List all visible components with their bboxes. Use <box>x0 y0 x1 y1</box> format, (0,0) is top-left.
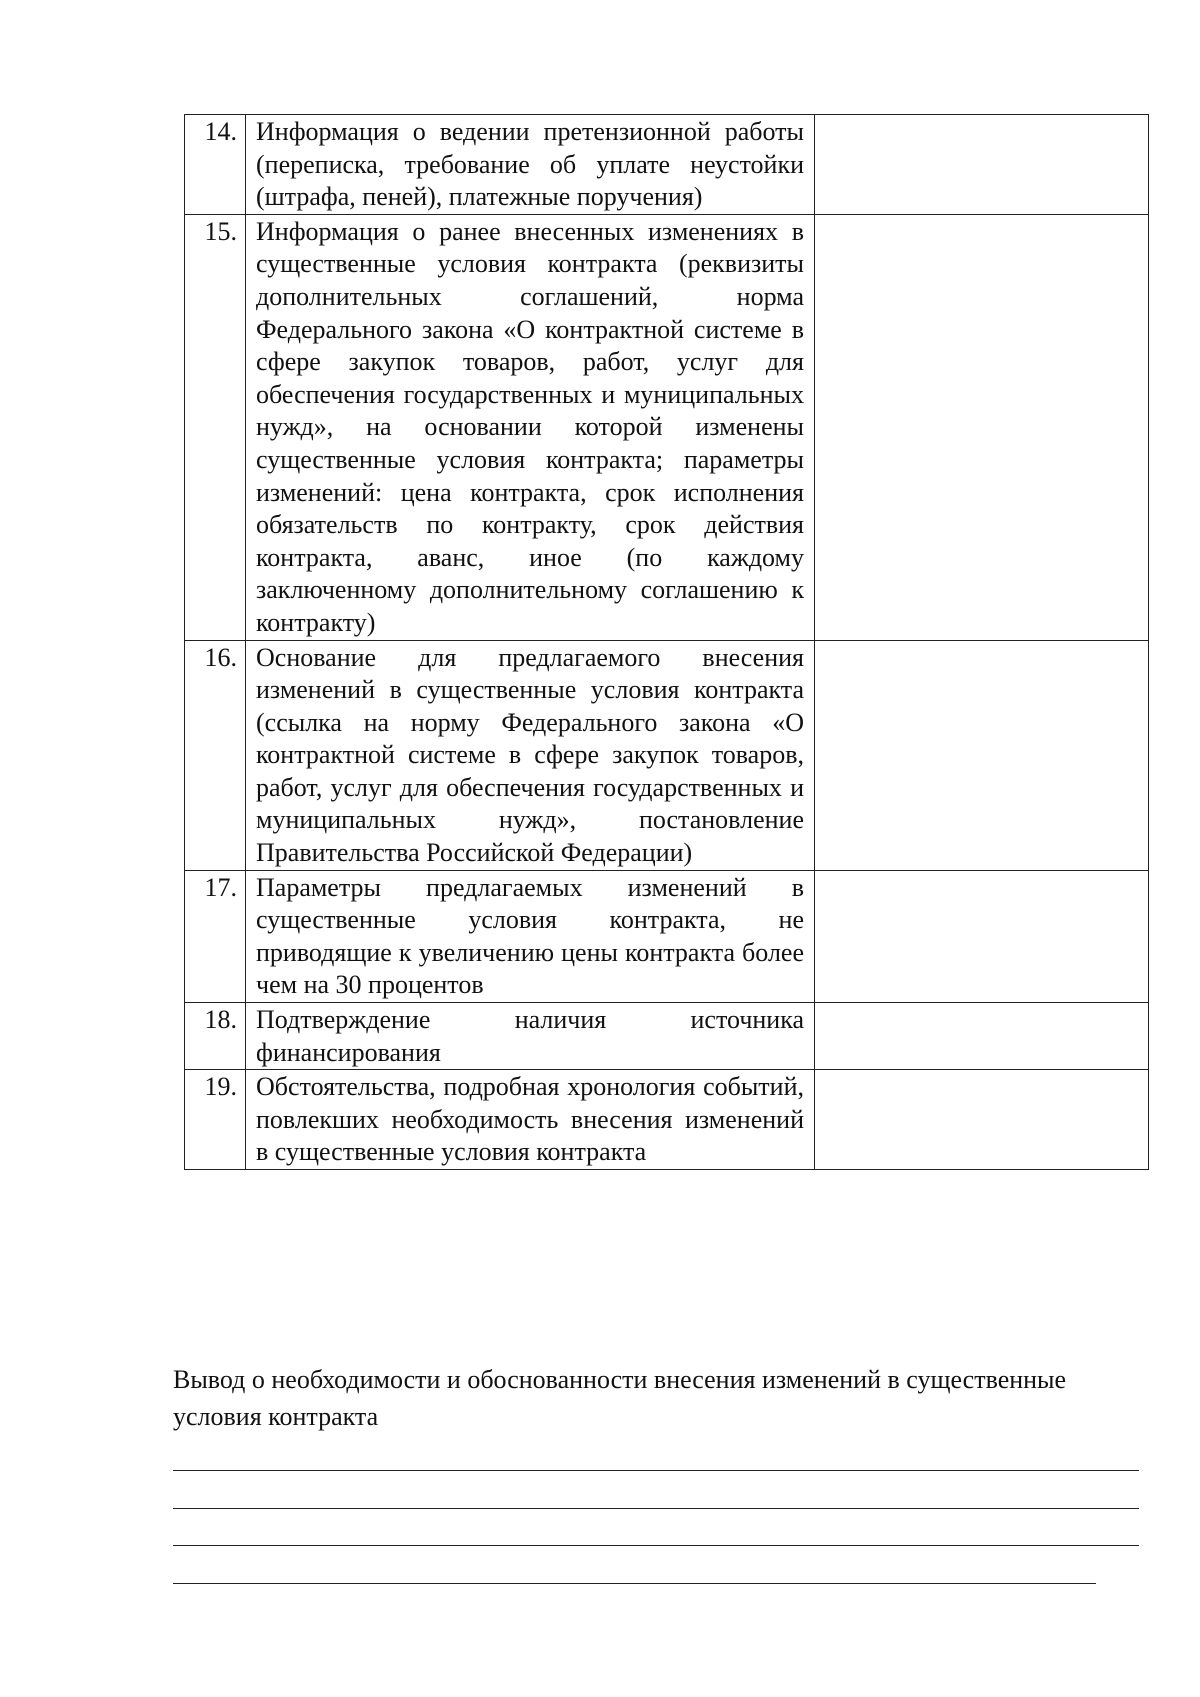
row-value-cell[interactable] <box>815 214 1149 640</box>
table-row <box>185 1070 1149 1170</box>
criteria-table <box>184 114 1149 1170</box>
answer-line[interactable] <box>173 1545 1139 1546</box>
row-value-cell[interactable] <box>815 1070 1149 1170</box>
table-row <box>185 870 1149 1002</box>
row-description: Основание для предлагаемого внесения изменений в существенные условия контракта (ссылка на норму Федерального закона «О контрактной системе в сфере закупок товаров, работ, услуг для обеспечения государственных и муниципальных нужд», постановление Правительства Российской Федерации) <box>246 640 815 870</box>
answer-line[interactable] <box>173 1583 1096 1584</box>
row-value-cell[interactable] <box>815 640 1149 870</box>
row-description: Информация о ранее внесенных изменениях в существенные условия контракта (реквизиты дополнительных соглашений, норма Федерального закона «О контрактной системе в сфере закупок товаров, работ, услуг для обеспечения государственных и муниципальных нужд», на основании которой изменены существенные условия контракта; параметры изменений: цена контракта, срок исполнения обязательств по контракту, срок действия контракта, аванс, иное (по каждому заключенному дополнительному соглашению к контракту) <box>246 214 815 640</box>
table-row <box>185 115 1149 215</box>
row-number: 16. <box>185 640 246 870</box>
table-row <box>185 640 1149 870</box>
row-description: Обстоятельства, подробная хронология событий, повлекших необходимость внесения изменений в существенные условия контракта <box>246 1070 815 1170</box>
answer-line[interactable] <box>173 1470 1139 1471</box>
row-value-cell[interactable] <box>815 870 1149 1002</box>
row-number: 15. <box>185 214 246 640</box>
row-number: 17. <box>185 870 246 1002</box>
row-description: Параметры предлагаемых изменений в существенные условия контракта, не приводящие к увеличению цены контракта более чем на 30 процентов <box>246 870 815 1002</box>
row-number: 14. <box>185 115 246 215</box>
row-number: 18. <box>185 1003 246 1070</box>
table-row <box>185 1003 1149 1070</box>
row-description: Подтверждение наличия источника финансирования <box>246 1003 815 1070</box>
row-value-cell[interactable] <box>815 1003 1149 1070</box>
row-number: 19. <box>185 1070 246 1170</box>
conclusion-heading: Вывод о необходимости и обоснованности внесения изменений в существенные условия контракта <box>173 1365 1067 1431</box>
table-row <box>185 214 1149 640</box>
answer-line[interactable] <box>173 1508 1139 1509</box>
row-description: Информация о ведении претензионной работы (переписка, требование об уплате неустойки (штрафа, пеней), платежные поручения) <box>246 115 815 215</box>
row-value-cell[interactable] <box>815 115 1149 215</box>
